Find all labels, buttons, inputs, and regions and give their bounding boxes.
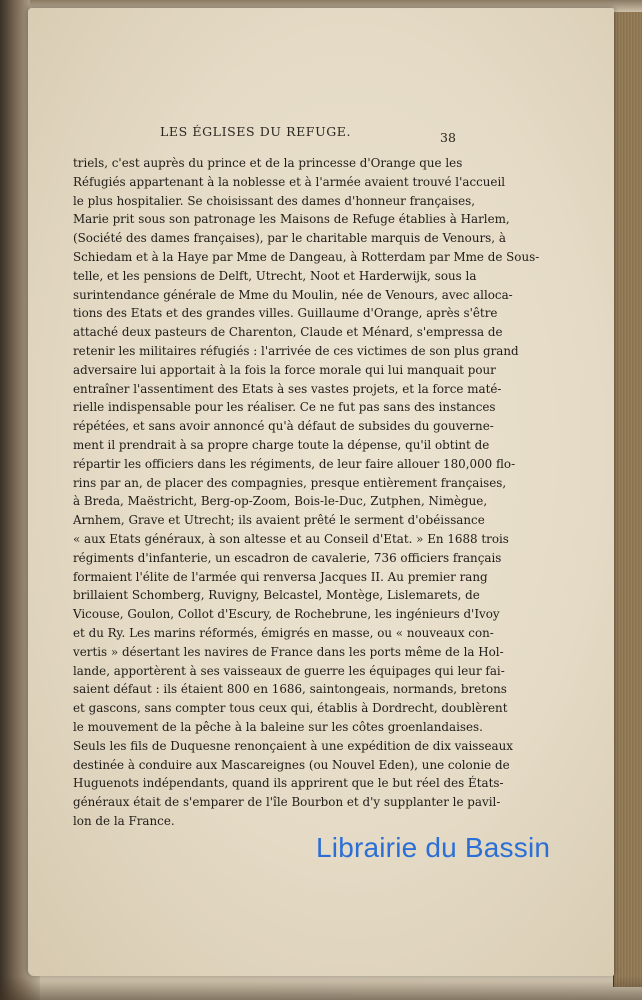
text-line: « aux Etats généraux, à son altesse et au Conseil d'Etat. » En 1688 trois — [73, 531, 509, 546]
text-line: régiments d'infanterie, un escadron de cavalerie, 736 officiers français — [73, 550, 502, 565]
page-number: 38 — [440, 130, 456, 145]
text-line: retenir les militaires réfugiés : l'arrivée de ces victimes de son plus grand — [73, 343, 519, 358]
text-line: Schiedam et à la Haye par Mme de Dangeau, à Rotterdam par Mme de Sous- — [73, 249, 540, 264]
text-line: répétées, et sans avoir annoncé qu'à défaut de subsides du gouverne- — [73, 419, 494, 434]
text-line: formaient l'élite de l'armée qui renversa Jacques II. Au premier rang — [73, 569, 488, 584]
text-line: telle, et les pensions de Delft, Utrecht, Noot et Harderwijk, sous la — [73, 268, 477, 283]
text-line: Réfugiés appartenant à la noblesse et à l'armée avaient trouvé l'accueil — [73, 174, 506, 189]
text-line: et gascons, sans compter tous ceux qui, établis à Dordrecht, doublèrent — [73, 701, 508, 716]
body-text — [73, 154, 540, 831]
page-edges — [613, 12, 642, 987]
text-line: et du Ry. Les marins réformés, émigrés en masse, ou « nouveaux con- — [73, 625, 494, 640]
text-line: vertis » désertant les navires de France dans les ports même de la Hol- — [73, 644, 504, 659]
text-line: Marie prit sous son patronage les Maisons de Refuge établies à Harlem, — [73, 212, 510, 227]
text-line: (Société des dames françaises), par le charitable marquis de Venours, à — [73, 231, 506, 246]
text-line: adversaire lui apportait à la fois la force morale qui lui manquait pour — [73, 362, 496, 377]
text-line: le mouvement de la pêche à la baleine sur les côtes groenlandaises. — [73, 719, 483, 734]
text-line: Huguenots indépendants, quand ils apprirent que le but réel des États- — [73, 776, 504, 791]
text-line: rins par an, de placer des compagnies, presque entièrement françaises, — [73, 475, 507, 490]
text-line: attaché deux pasteurs de Charenton, Claude et Ménard, s'empressa de — [73, 325, 503, 340]
watermark-text: Librairie du Bassin — [316, 832, 551, 863]
text-line: destinée à conduire aux Mascareignes (ou Nouvel Eden), une colonie de — [73, 757, 510, 772]
text-line: le plus hospitalier. Se choisissant des dames d'honneur françaises, — [73, 193, 476, 208]
text-line: brillaient Schomberg, Ruvigny, Belcastel, Montège, Lislemarets, de — [73, 588, 480, 603]
text-line: Arnhem, Grave et Utrecht; ils avaient prêté le serment d'obéissance — [73, 513, 485, 528]
text-line: triels, c'est auprès du prince et de la princesse d'Orange que les — [73, 156, 463, 170]
text-line: surintendance générale de Mme du Moulin, née de Venours, avec alloca- — [73, 287, 513, 302]
text-line: généraux était de s'emparer de l'île Bourbon et d'y supplanter le pavil- — [73, 795, 501, 810]
text-line: saient défaut : ils étaient 800 en 1686, saintongeais, normands, bretons — [73, 682, 507, 697]
text-line: entraîner l'assentiment des Etats à ses vastes projets, et la force maté- — [73, 381, 502, 396]
text-line: Seuls les fils de Duquesne renonçaient à une expédition de dix vaisseaux — [73, 738, 513, 753]
text-line: répartir les officiers dans les régiments, de leur faire allouer 180,000 flo- — [73, 456, 516, 471]
text-line: à Breda, Maëstricht, Berg-op-Zoom, Bois-le-Duc, Zutphen, Nimègue, — [73, 494, 488, 509]
bottom-shadow — [0, 976, 642, 1000]
text-line: ment il prendrait à sa propre charge toute la dépense, qu'il obtint de — [73, 437, 490, 452]
text-line: Vicouse, Goulon, Collot d'Escury, de Rochebrune, les ingénieurs d'Ivoy — [73, 607, 500, 622]
text-line: rielle indispensable pour les réaliser. Ce ne fut pas sans des instances — [73, 400, 496, 415]
running-head: LES ÉGLISES DU REFUGE. — [160, 124, 352, 139]
text-line: lon de la France. — [73, 813, 175, 828]
text-line: tions des Etats et des grandes villes. Guillaume d'Orange, après s'être — [73, 306, 498, 321]
text-line: lande, apportèrent à ses vaisseaux de guerre les équipages qui leur fai- — [73, 663, 505, 678]
